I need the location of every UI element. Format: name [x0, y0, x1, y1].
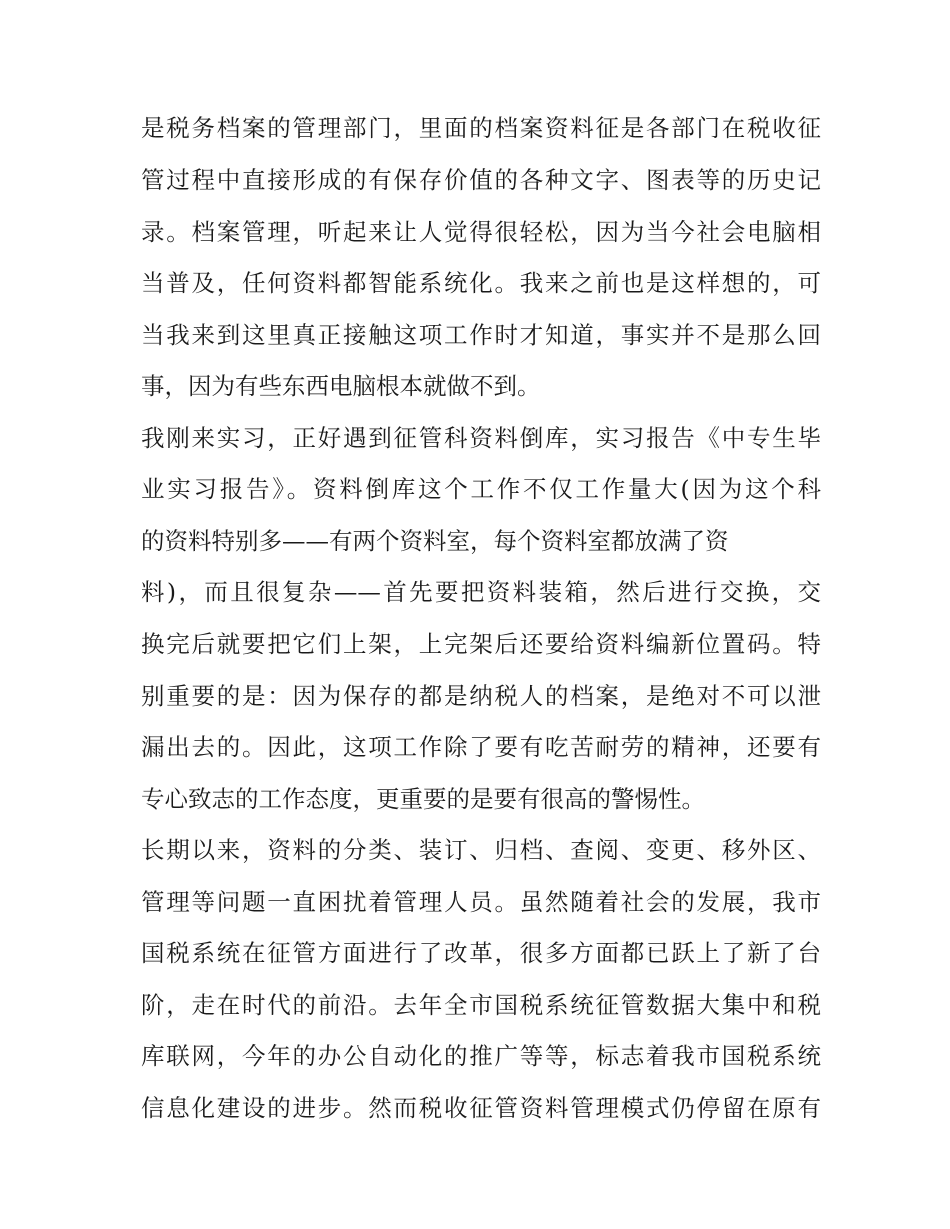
text-line: 管过程中直接形成的有保存价值的各种文字、图表等的历史记 [141, 166, 821, 194]
text-line: 阶，走在时代的前沿。去年全市国税系统征管数据大集中和税 [141, 991, 821, 1019]
text-line: 是税务档案的管理部门，里面的档案资料征是各部门在税收征 [141, 114, 821, 142]
text-line: 库联网，今年的办公自动化的推广等等，标志着我市国税系统 [141, 1042, 821, 1070]
text-line: 漏出去的。因此，这项工作除了要有吃苦耐劳的精神，还要有 [141, 733, 821, 761]
text-line: 别重要的是：因为保存的都是纳税人的档案，是绝对不可以泄 [141, 682, 821, 710]
text-line: 事，因为有些东西电脑根本就做不到。 [141, 372, 541, 400]
text-line: 长期以来，资料的分类、装订、归档、查阅、变更、移外区、 [141, 836, 821, 864]
text-line: 换完后就要把它们上架，上完架后还要给资料编新位置码。特 [141, 630, 821, 658]
text-line: 我刚来实习，正好遇到征管科资料倒库，实习报告《中专生毕 [141, 424, 821, 452]
text-line: 国税系统在征管方面进行了改革，很多方面都已跃上了新了台 [141, 939, 821, 967]
text-line: 料)，而且很复杂——首先要把资料装箱，然后进行交换，交 [141, 578, 821, 606]
text-line: 业实习报告》。资料倒库这个工作不仅工作量大(因为这个科 [141, 475, 821, 503]
text-line: 录。档案管理，听起来让人觉得很轻松，因为当今社会电脑相 [141, 218, 821, 246]
text-line: 当我来到这里真正接触这项工作时才知道，事实并不是那么回 [141, 321, 821, 349]
text-line: 管理等问题一直困扰着管理人员。虽然随着社会的发展，我市 [141, 888, 821, 916]
text-line: 专心致志的工作态度，更重要的是要有很高的警惕性。 [141, 785, 705, 813]
text-line: 信息化建设的进步。然而税收征管资料管理模式仍停留在原有 [141, 1094, 821, 1122]
text-line: 的资料特别多——有两个资料室，每个资料室都放满了资 [141, 527, 729, 555]
text-line: 当普及，任何资料都智能系统化。我来之前也是这样想的，可 [141, 269, 821, 297]
